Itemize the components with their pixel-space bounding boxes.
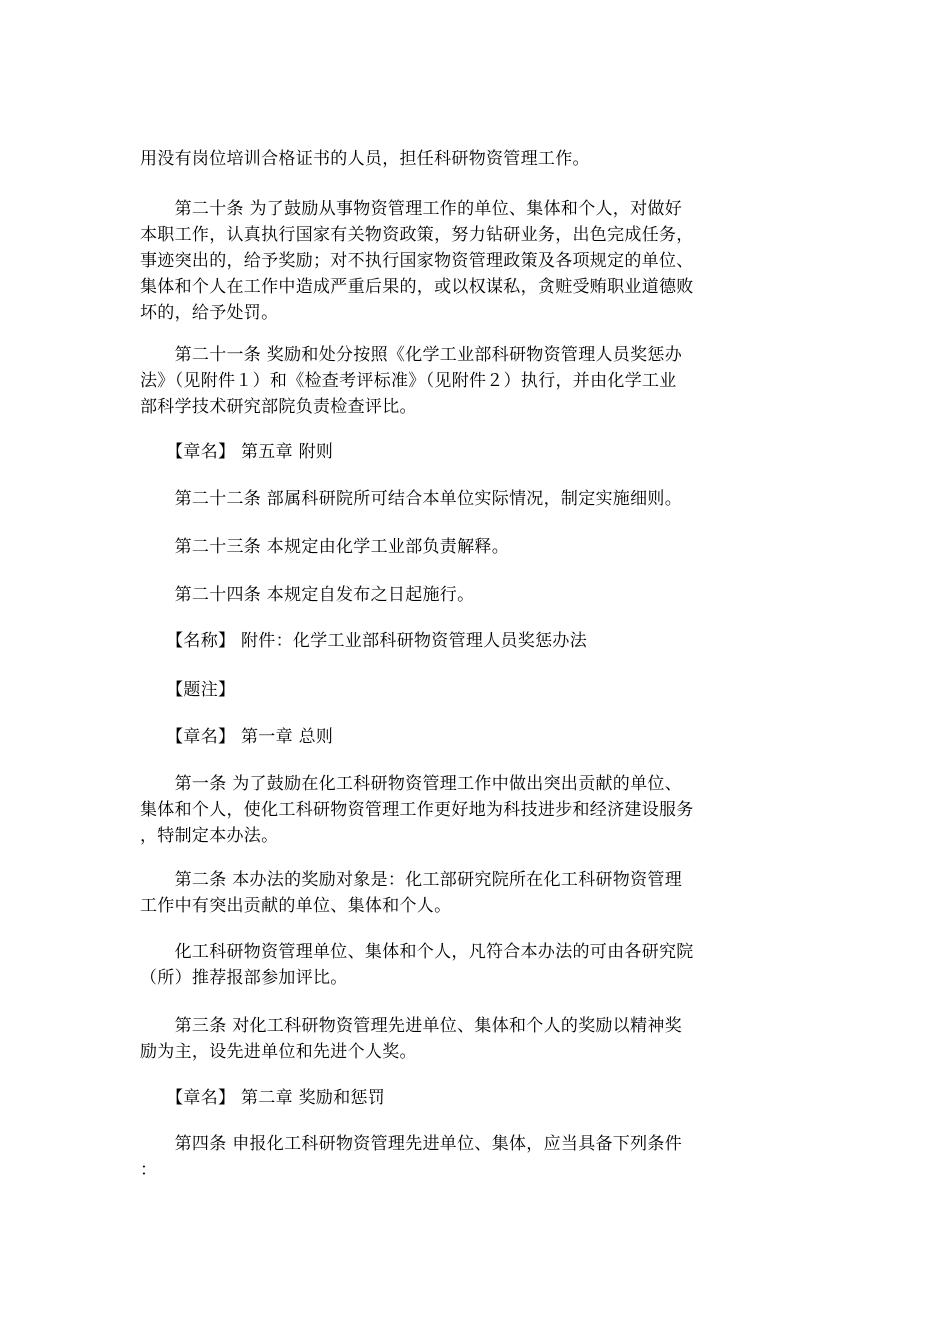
text-line: 【章名】 第一章 总则: [140, 727, 334, 747]
text-line: ：: [140, 1160, 158, 1180]
text-line: 集体和个人，使化工科研物资管理工作更好地为科技进步和经济建设服务: [140, 800, 694, 820]
text-line: 化工科研物资管理单位、集体和个人，凡符合本办法的可由各研究院: [140, 942, 694, 962]
text-line: 励为主，设先进单位和先进个人奖。: [140, 1042, 417, 1062]
paragraph: [140, 1131, 780, 1183]
paragraph: [140, 196, 780, 326]
paragraph: [140, 582, 780, 608]
text-line: 工作中有突出贡献的单位、集体和个人。: [140, 896, 452, 916]
paragraph: [140, 628, 780, 654]
text-line: 【题注】: [140, 680, 236, 700]
paragraph: [140, 1013, 780, 1065]
paragraph: [140, 724, 780, 750]
paragraph: [140, 534, 780, 560]
text-line: 第二十条 为了鼓励从事物资管理工作的单位、集体和个人，对做好: [140, 199, 683, 219]
paragraph: [140, 439, 780, 465]
text-line: 第四条 申报化工科研物资管理先进单位、集体，应当具备下列条件: [140, 1134, 683, 1154]
text-line: 事迹突出的，给予奖励；对不执行国家物资管理政策及各项规定的单位、: [140, 251, 694, 271]
text-line: 坏的，给予处罚。: [140, 303, 279, 323]
paragraph: [140, 677, 780, 703]
text-line: 第一条 为了鼓励在化工科研物资管理工作中做出突出贡献的单位、: [140, 774, 683, 794]
paragraph: [140, 342, 780, 420]
paragraph: [140, 939, 780, 991]
text-line: 第二十二条 部属科研院所可结合本单位实际情况，制定实施细则。: [140, 489, 683, 509]
paragraph: [140, 486, 780, 512]
text-line: 第二条 本办法的奖励对象是：化工部研究院所在化工科研物资管理: [140, 870, 683, 890]
text-line: 第二十三条 本规定由化学工业部负责解释。: [140, 537, 510, 557]
text-line: 第二十一条 奖励和处分按照《化学工业部科研物资管理人员奖惩办: [140, 345, 683, 365]
paragraph: [140, 771, 780, 849]
text-line: 集体和个人在工作中造成严重后果的，或以权谋私，贪赃受贿职业道德败: [140, 277, 694, 297]
paragraph: [140, 1085, 780, 1111]
text-line: 【章名】 第二章 奖励和惩罚: [140, 1088, 386, 1108]
text-line: 法》（见附件１）和《检查考评标准》（见附件２）执行，并由化学工业: [140, 371, 677, 391]
text-line: 第三条 对化工科研物资管理先进单位、集体和个人的奖励以精神奖: [140, 1016, 683, 1036]
paragraph: [140, 146, 780, 172]
text-line: 【章名】 第五章 附则: [140, 442, 334, 462]
text-line: 第二十四条 本规定自发布之日起施行。: [140, 585, 475, 605]
text-line: 部科学技术研究部院负责检查评比。: [140, 397, 417, 417]
paragraph: [140, 867, 780, 919]
text-line: 【名称】 附件：化学工业部科研物资管理人员奖惩办法: [140, 631, 588, 651]
text-line: 用没有岗位培训合格证书的人员，担任科研物资管理工作。: [140, 149, 590, 169]
text-line: ，特制定本办法。: [140, 826, 279, 846]
text-line: 本职工作，认真执行国家有关物资政策，努力钻研业务，出色完成任务，: [140, 225, 694, 245]
text-line: （所）推荐报部参加评比。: [140, 968, 348, 988]
